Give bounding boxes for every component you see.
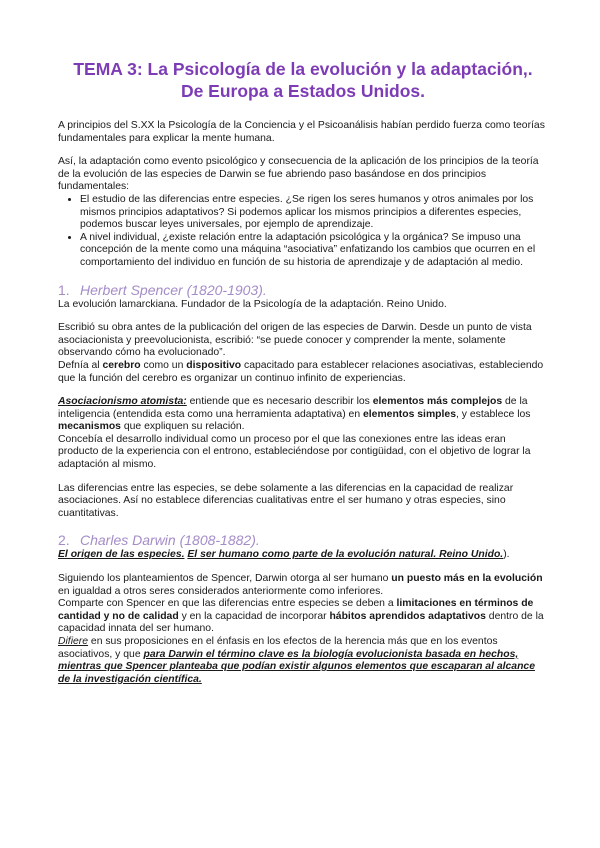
darwin-paragraph-evolution: Siguiendo los planteamientos de Spencer, Darwin otorga al ser humano un puesto más en la evolución en igualdad a otros seres considerados anteriormente como inferiores.	[58, 573, 543, 597]
spencer-paragraph-development: Concebía el desarrollo individual como un proceso por el que las conexiones entre las ideas eran producto de la experiencia con el entrono, estableciéndose por contigüidad, con el objetivo de lograr la adaptación al mismo.	[58, 433, 531, 471]
title-line-2: De Europa a Estados Unidos.	[180, 81, 426, 101]
darwin-paragraph-differs: Difiere en sus proposiciones en el énfasis en los efectos de la herencia más que en los eventos asociativos, y que para Darwin el término clave es la biología evolucionista basada en hechos, mientras que Spencer planteaba que podían existir algunos elementos que escaparan al alcance de la investigación científica.	[58, 636, 535, 685]
section-title: Charles Darwin (1808-1882).	[80, 532, 260, 549]
spencer-paragraph-atomism: Asociacionismo atomista: entiende que es necesario describir los elementos más complejos de la inteligencia (entendida esta como una herramienta adaptativa) en elementos simples, y establece los mecanismos que expliquen su relación.	[58, 396, 531, 433]
spencer-paragraph-brain: Defnía al cerebro como un dispositivo capacitado para establecer relaciones asociativas, estableciendo que la función del cerebro es organizar un continuo infinito de experiencias.	[58, 359, 544, 384]
title-line-1: TEMA 3: La Psicología de la evolución y la adaptación,.	[73, 59, 533, 79]
adaptation-paragraph: Así, la adaptación como evento psicológico y consecuencia de la aplicación de los principios de la teoría de la evolución de las especies de Darwin se fue abriendo paso basándose en dos principios fundamentales:	[58, 156, 539, 193]
intro-paragraph: A principios del S.XX la Psicología de la Conciencia y el Psicoanálisis habían perdido fuerza como teorías fundamentales para explicar la mente humana.	[58, 120, 545, 144]
section-number: 1.	[58, 281, 70, 298]
spencer-summary: La evolución lamarckiana. Fundador de la Psicología de la adaptación. Reino Unido.	[58, 298, 447, 310]
list-item: • A nivel individual, ¿existe relación entre la adaptación psicológica y la orgánica? Se impuso una concepción de la mente como una máquina “asociativa” enfatizando los cambios que ocurren en el comportamiento del individuo en función de su historia de aprendizaje y de adaptación al medio.	[80, 232, 548, 270]
spencer-paragraph-differences: Las diferencias entre las especies, se debe solamente a las diferencias en la capacidad de realizar asociaciones. Así no establece diferencias cualitativas entre el ser humano y otras especies, sino cuantitativas.	[58, 482, 514, 519]
term-asociacionismo: Asociacionismo atomista:	[58, 396, 187, 408]
section-heading-darwin	[58, 531, 548, 549]
section-number: 2.	[58, 532, 70, 549]
section-heading-spencer	[58, 281, 548, 299]
section-title: Herbert Spencer (1820-1903).	[80, 281, 267, 298]
list-item: • El estudio de las diferencias entre especies. ¿Se rigen los seres humanos y otros animales por los mismos principios adaptativos? Si podemos aplicar los mismos principios a diferentes especies, podemos buscar leyes universales, por ejemplo de aprendizaje.	[80, 194, 548, 232]
darwin-subtitle: El origen de las especies. El ser humano como parte de la evolución natural. Reino Unido.).	[58, 549, 510, 561]
spencer-paragraph-work: Escribió su obra antes de la publicación del origen de las especies de Darwin. Desde un punto de vista asociacionista y preevolucionista, escribió: “se puede conocer y comprender la mente, solamente observando cómo ha evolucionado”.	[58, 322, 532, 359]
page-title	[58, 58, 548, 102]
principles-list	[58, 194, 548, 270]
darwin-paragraph-compare: Comparte con Spencer en que las diferencias entre especies se deben a limitaciones en términos de cantidad y no de calidad y en la capacidad de incorporar hábitos aprendidos adaptativos dentro de la capacidad innata del ser humano.	[58, 598, 544, 635]
